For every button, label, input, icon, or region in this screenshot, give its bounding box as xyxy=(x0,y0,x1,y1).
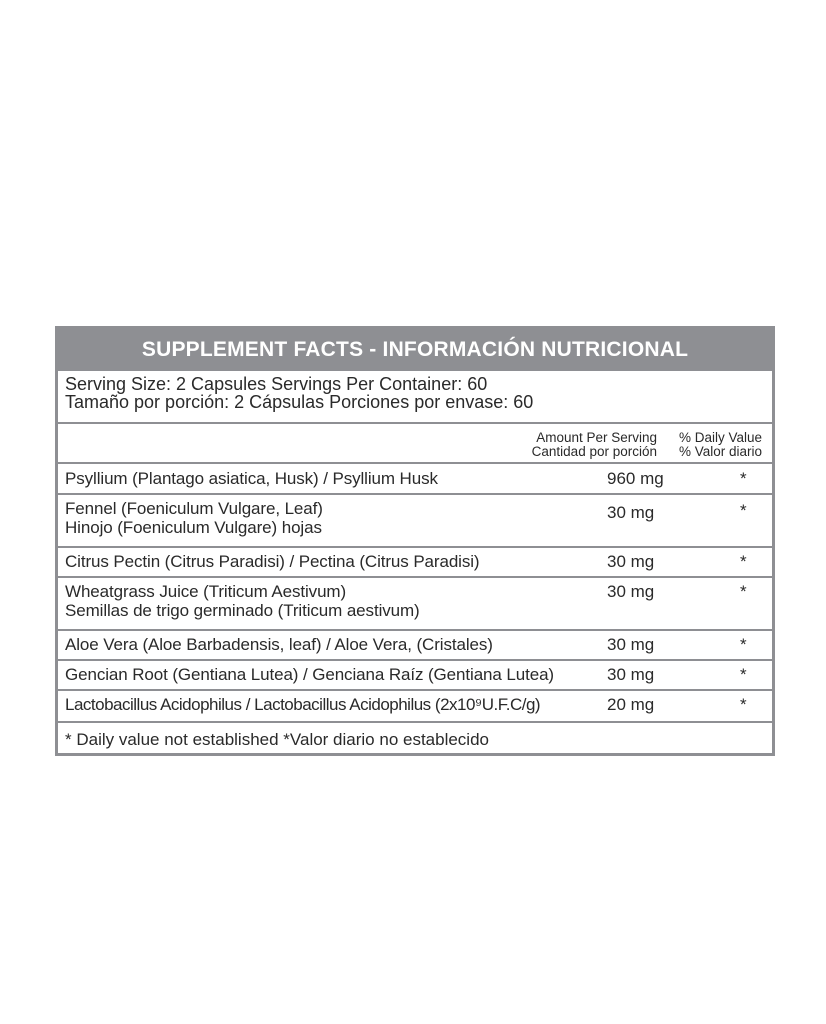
serving-line-en: Serving Size: 2 Capsules Servings Per Container: 60 xyxy=(65,374,488,394)
facts-title: SUPPLEMENT FACTS - INFORMACIÓN NUTRICIONAL xyxy=(58,329,772,371)
ingredient-amount: 30 mg xyxy=(607,635,655,654)
ingredient-amount: 30 mg xyxy=(607,552,655,571)
ingredient-amount: 30 mg xyxy=(607,665,655,684)
supplement-facts-panel xyxy=(55,326,775,756)
ingredient-name: Psyllium (Plantago asiatica, Husk) / Psyllium Husk xyxy=(65,469,438,488)
ingredient-daily-value: * xyxy=(740,582,747,601)
daily-value-column-header xyxy=(679,431,762,459)
dv-header-es: % Valor diario xyxy=(678,444,762,459)
ingredient-name-es: Hinojo (Foeniculum Vulgare) hojas xyxy=(65,518,322,537)
divider xyxy=(58,721,772,723)
footnote: * Daily value not established *Valor diario no establecido xyxy=(65,730,489,749)
divider xyxy=(58,462,772,464)
ingredient-name xyxy=(65,499,323,537)
ingredient-amount: 960 mg xyxy=(607,469,664,488)
divider xyxy=(58,493,772,495)
amount-header-es: Cantidad por porción xyxy=(531,444,657,459)
ingredient-name: Lactobacillus Acidophilus / Lactobacillus Acidophilus (2x10⁹U.F.C/g) xyxy=(65,695,541,714)
amount-header-en: Amount Per Serving xyxy=(536,430,657,445)
ingredient-name: Citrus Pectin (Citrus Paradisi) / Pectina (Citrus Paradisi) xyxy=(65,552,480,571)
ingredient-amount: 20 mg xyxy=(607,695,655,714)
dv-header-en: % Daily Value xyxy=(678,430,762,445)
divider xyxy=(58,422,772,424)
ingredient-daily-value: * xyxy=(740,695,747,714)
ingredient-name-en: Wheatgrass Juice (Triticum Aestivum) xyxy=(65,582,347,601)
ingredient-daily-value: * xyxy=(740,635,747,654)
ingredient-name-es: Semillas de trigo germinado (Triticum aestivum) xyxy=(65,601,420,620)
ingredient-name-en: Fennel (Foeniculum Vulgare, Leaf) xyxy=(65,499,323,518)
ingredient-daily-value: * xyxy=(740,665,747,684)
divider xyxy=(58,629,772,631)
ingredient-amount: 30 mg xyxy=(607,582,655,601)
ingredient-daily-value: * xyxy=(740,552,747,571)
ingredient-name xyxy=(65,582,420,620)
divider xyxy=(58,576,772,578)
divider xyxy=(58,546,772,548)
divider xyxy=(58,659,772,661)
ingredient-daily-value: * xyxy=(740,469,747,488)
ingredient-name: Gencian Root (Gentiana Lutea) / Genciana Raíz (Gentiana Lutea) xyxy=(65,665,554,684)
serving-line-es: Tamaño por porción: 2 Cápsulas Porciones por envase: 60 xyxy=(65,392,534,412)
ingredient-name: Aloe Vera (Aloe Barbadensis, leaf) / Aloe Vera, (Cristales) xyxy=(65,635,493,654)
divider xyxy=(58,689,772,691)
serving-info xyxy=(65,375,533,411)
ingredient-amount: 30 mg xyxy=(607,503,655,522)
amount-column-header xyxy=(532,431,657,459)
ingredient-daily-value: * xyxy=(740,501,747,520)
